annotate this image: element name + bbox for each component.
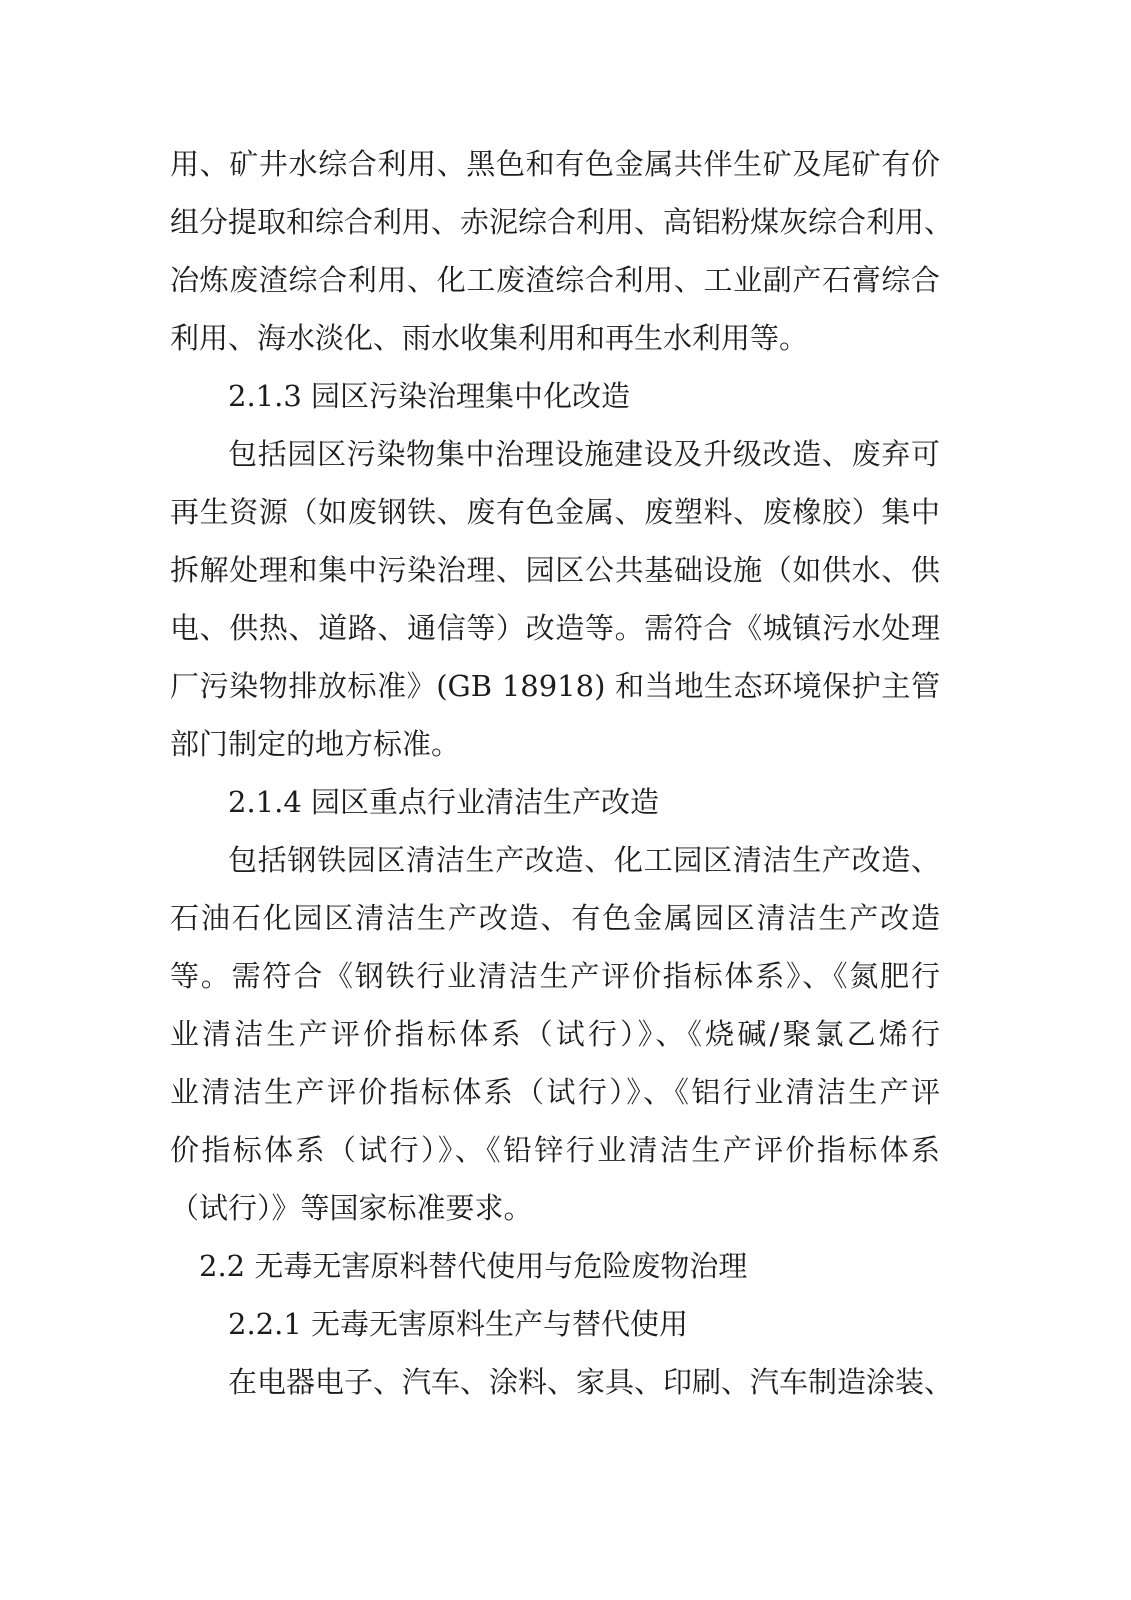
body-text-line: 组分提取和综合利用、赤泥综合利用、高铝粉煤灰综合利用、 [170, 205, 954, 239]
subsection-heading: 2.2.1 无毒无害原料生产与替代使用 [228, 1307, 689, 1341]
section-heading: 2.1.3 园区污染治理集中化改造 [228, 379, 631, 413]
body-text-line: 价指标体系（试行）》、《铅锌行业清洁生产评价指标体系 [170, 1133, 940, 1167]
body-text-line: 包括园区污染物集中治理设施建设及升级改造、废弃可 [228, 437, 940, 471]
body-text-line: 拆解处理和集中污染治理、园区公共基础设施（如供水、供 [170, 553, 940, 587]
body-text-line: 部门制定的地方标准。 [170, 727, 461, 761]
body-text-line: （试行）》等国家标准要求。 [170, 1191, 533, 1225]
body-text-line: 等。需符合《钢铁行业清洁生产评价指标体系》、《氮肥行 [170, 959, 940, 993]
body-text-line: 利用、海水淡化、雨水收集利用和再生水利用等。 [170, 321, 809, 355]
body-text-line: 再生资源（如废钢铁、废有色金属、废塑料、废橡胶）集中 [170, 495, 940, 529]
body-text-line: 在电器电子、汽车、涂料、家具、印刷、汽车制造涂装、 [228, 1365, 954, 1399]
body-text-line: 业清洁生产评价指标体系（试行）》、《铝行业清洁生产评 [170, 1075, 940, 1109]
body-text-line: 业清洁生产评价指标体系（试行）》、《烧碱/聚氯乙烯行 [170, 1017, 940, 1051]
body-text-line: 电、供热、道路、通信等）改造等。需符合《城镇污水处理 [170, 611, 940, 645]
body-text-line: 包括钢铁园区清洁生产改造、化工园区清洁生产改造、 [228, 843, 940, 877]
body-text-line: 冶炼废渣综合利用、化工废渣综合利用、工业副产石膏综合 [170, 263, 940, 297]
body-text-line: 厂污染物排放标准》(GB 18918) 和当地生态环境保护主管 [170, 669, 940, 703]
section-heading: 2.2 无毒无害原料替代使用与危险废物治理 [199, 1249, 748, 1283]
section-heading: 2.1.4 园区重点行业清洁生产改造 [228, 785, 660, 819]
body-text-line: 石油石化园区清洁生产改造、有色金属园区清洁生产改造 [170, 901, 940, 935]
body-text-line: 用、矿井水综合利用、黑色和有色金属共伴生矿及尾矿有价 [170, 147, 940, 181]
